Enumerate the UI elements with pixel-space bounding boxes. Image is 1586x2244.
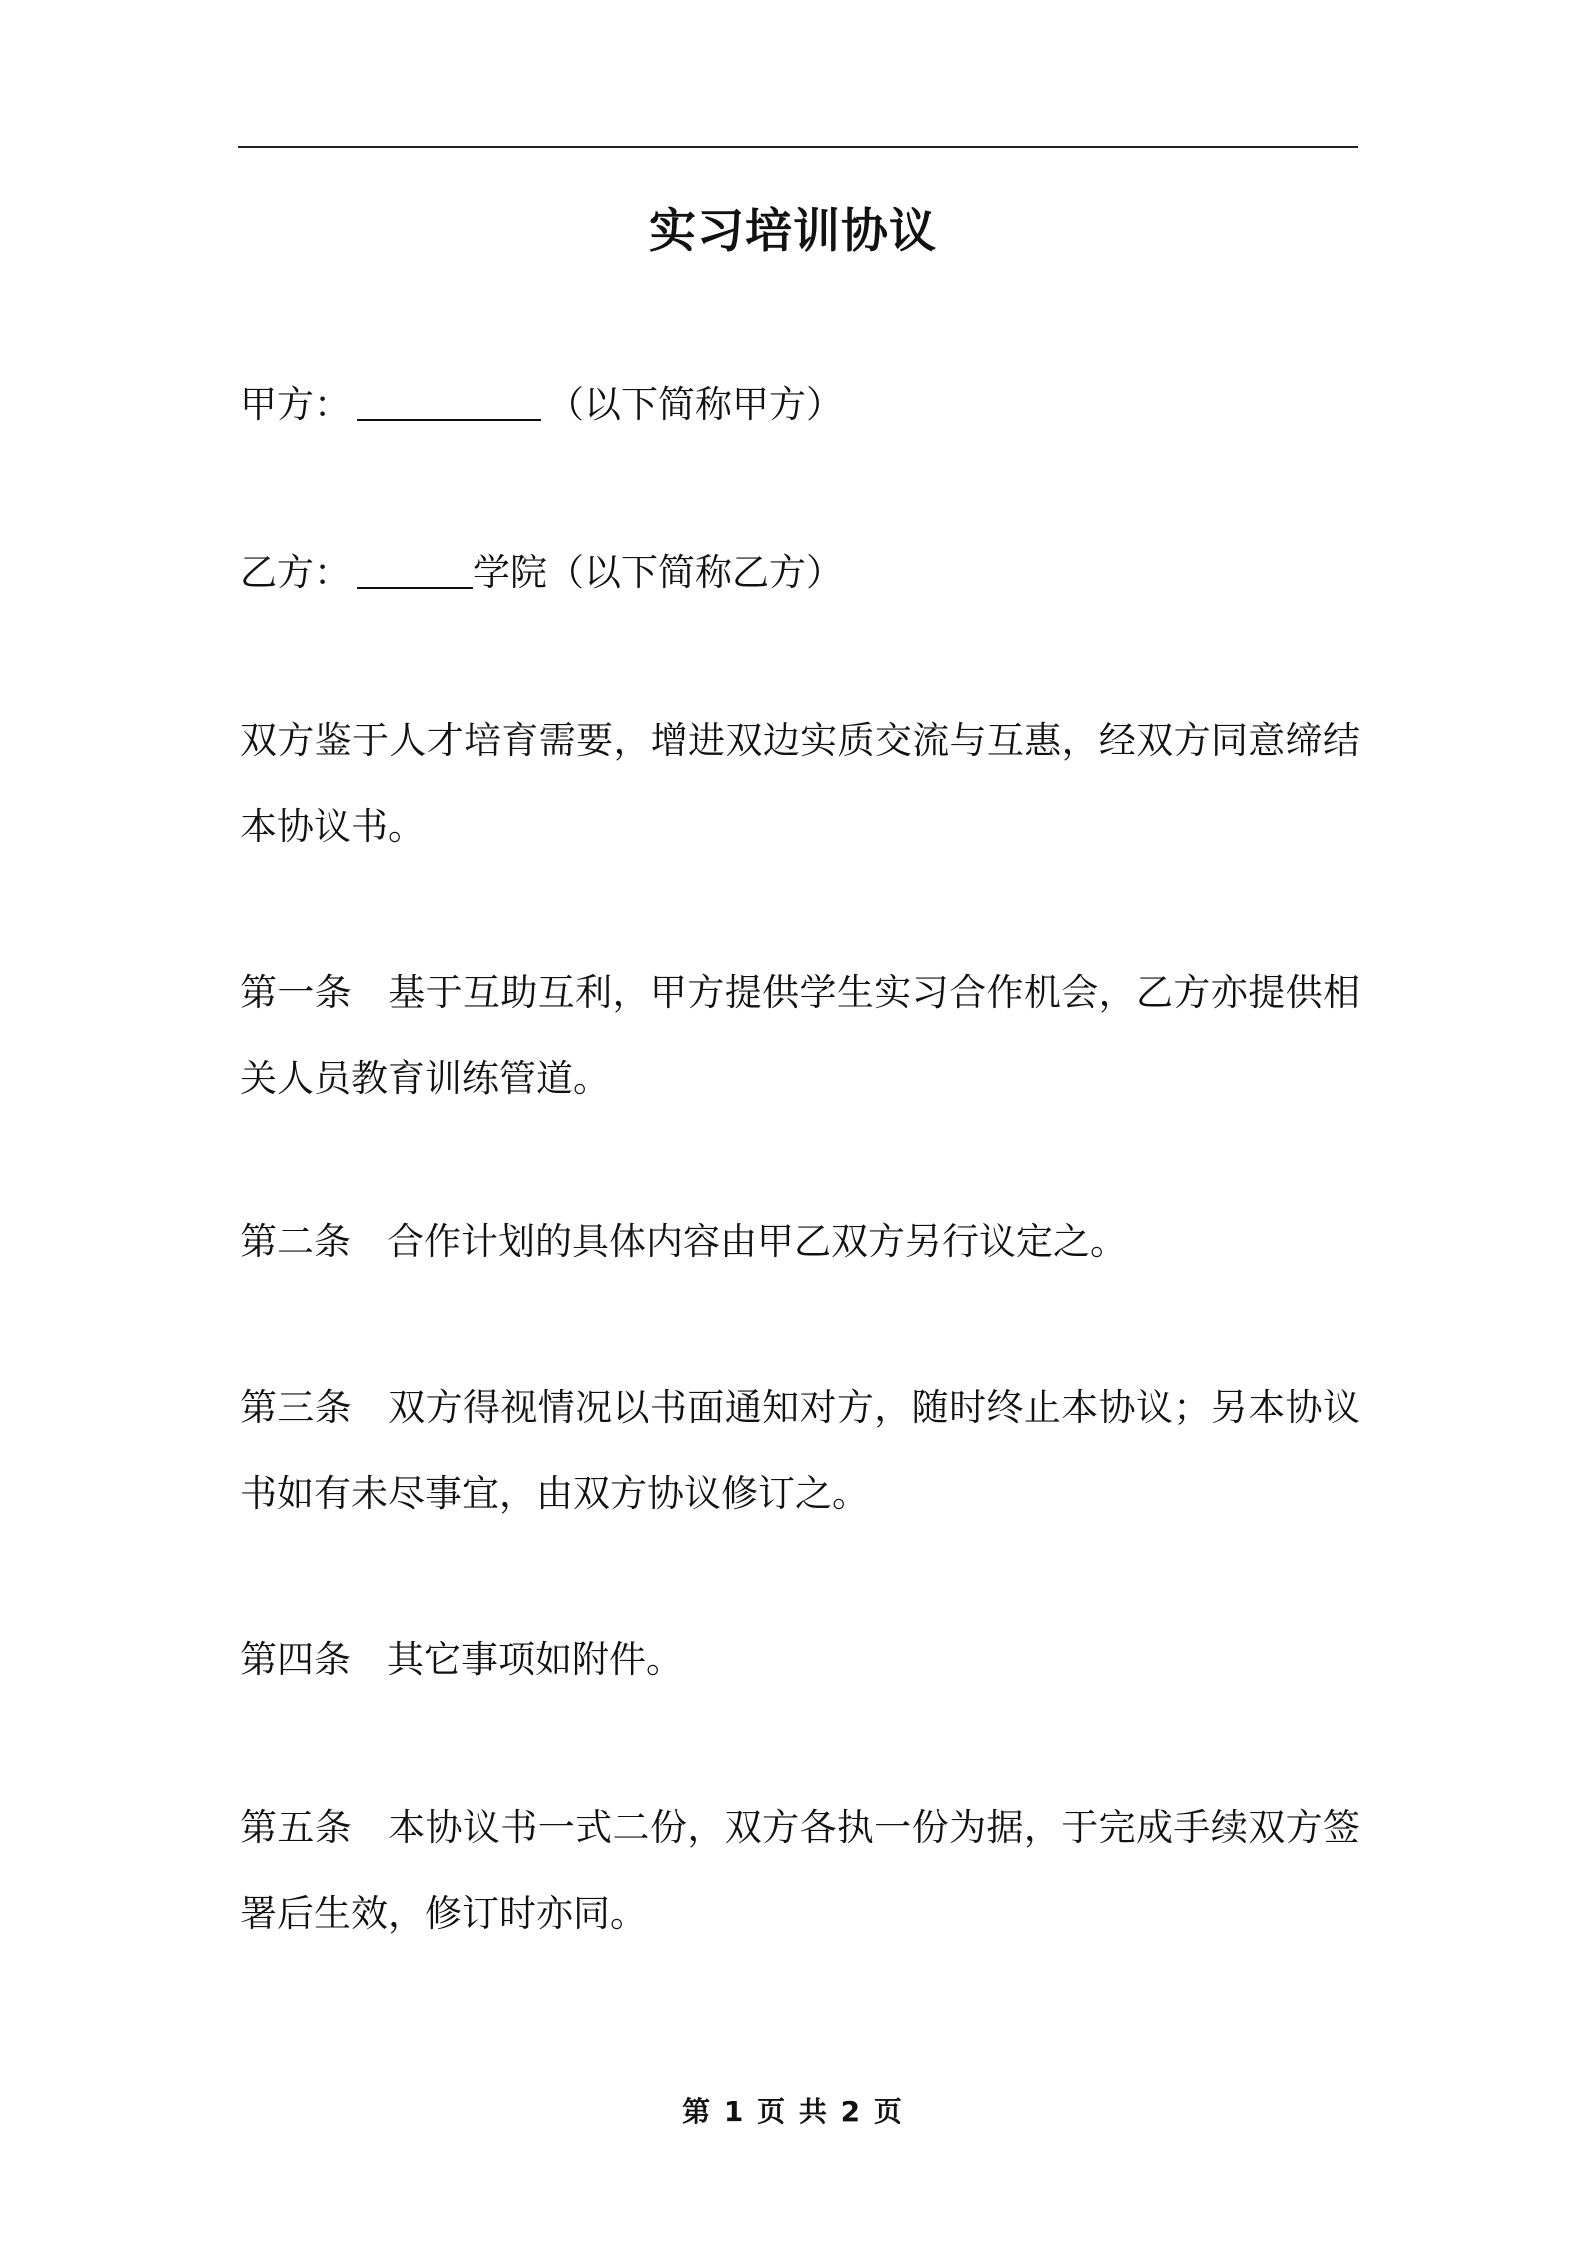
party-a-label: 甲方： — [240, 383, 351, 426]
party-b-blank — [357, 551, 473, 589]
party-b-label: 乙方： — [240, 551, 351, 594]
article-1 — [240, 950, 1360, 1122]
article-5 — [240, 1785, 1360, 1957]
article-2 — [240, 1199, 1360, 1285]
article-text: 合作计划的具体内容由甲乙双方另行议定之。 — [387, 1220, 1127, 1263]
article-text: 其它事项如附件。 — [387, 1638, 683, 1681]
article-number: 第二条 — [240, 1220, 351, 1263]
page-number-footer: 第 1 页 共 2 页 — [682, 2095, 904, 2128]
party-b-line — [240, 530, 1360, 616]
document-title: 实习培训协议 — [649, 204, 937, 259]
preamble-text: 双方鉴于人才培育需要，增进双边实质交流与互惠，经双方同意缔结本协议书。 — [240, 719, 1360, 848]
article-number: 第五条 — [240, 1806, 353, 1849]
article-number: 第三条 — [240, 1386, 353, 1429]
article-number: 第四条 — [240, 1638, 351, 1681]
preamble — [240, 698, 1360, 870]
article-text: 基于互助互利，甲方提供学生实习合作机会，乙方亦提供相关人员教育训练管道。 — [240, 971, 1361, 1100]
party-a-blank — [357, 383, 541, 421]
article-number: 第一条 — [240, 971, 353, 1014]
party-a-line — [240, 362, 1360, 448]
party-a-suffix: （以下简称甲方） — [547, 383, 843, 426]
party-b-suffix: 学院（以下简称乙方） — [473, 551, 843, 594]
article-3 — [240, 1365, 1360, 1537]
header-rule — [238, 146, 1358, 148]
article-text: 本协议书一式二份，双方各执一份为据，于完成手续双方签署后生效，修订时亦同。 — [240, 1806, 1361, 1935]
article-4 — [240, 1617, 1360, 1703]
article-text: 双方得视情况以书面通知对方，随时终止本协议；另本协议书如有未尽事宜，由双方协议修订之。 — [240, 1386, 1361, 1515]
